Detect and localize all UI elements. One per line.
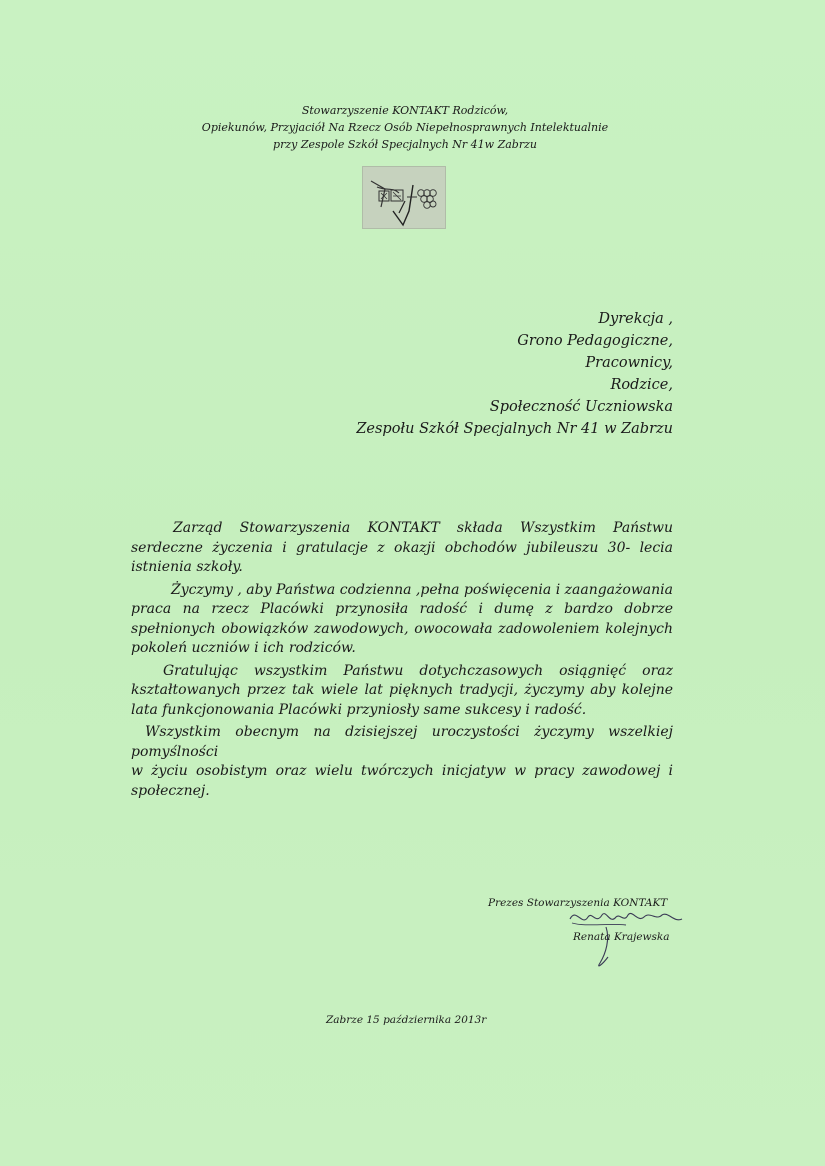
letterhead bbox=[180, 102, 630, 153]
addressee-block bbox=[356, 308, 673, 440]
letter-date: Zabrze 15 października 2013r bbox=[326, 1014, 487, 1026]
letterhead-line-3: przy Zespole Szkół Specjalnych Nr 41w Zabrzu bbox=[273, 138, 537, 151]
body-paragraph-4: Wszystkim obecnym na dzisiejszej uroczystości życzymy wszelkiej pomyślności bbox=[131, 724, 673, 760]
signature-name: Renata Krajewska bbox=[573, 931, 670, 943]
body-paragraph-3: Gratulując wszystkim Państwu dotychczasowych osiągnięć oraz kształtowanych przez tak wiele lat pięknych tradycji, życzymy aby kolejne lata funkcjonowania Placówki przyniosły same sukcesy i radość. bbox=[131, 662, 673, 718]
addressee-line: Rodzice, bbox=[610, 377, 673, 393]
body-paragraph-1: Zarząd Stowarzyszenia KONTAKT składa Wszystkim Państwu serdeczne życzenia i gratulacje z okazji obchodów jubileuszu 30- lecia istnienia szkoły. bbox=[131, 520, 673, 575]
body-paragraph-2: Życzymy , aby Państwa codzienna ,pełna poświęcenia i zaangażowania praca na rzecz Placówki przynosiła radość i dumę z bardzo dobrze spełnionych obowiązków zawodowych, owocowała zadowoleniem kolejnych pokoleń uczniów i ich rodziców. bbox=[131, 581, 673, 656]
addressee-line: Grono Pedagogiczne, bbox=[517, 333, 673, 349]
signature-block bbox=[488, 897, 678, 943]
addressee-line: Zespołu Szkół Specjalnych Nr 41 w Zabrzu bbox=[356, 421, 673, 437]
body-paragraph-5: w życiu osobistym oraz wielu twórczych inicjatyw w pracy zawodowej i społecznej. bbox=[131, 763, 673, 799]
association-logo bbox=[362, 166, 446, 229]
addressee-line: Społeczność Uczniowska bbox=[489, 399, 673, 415]
logo-graphic-icon bbox=[363, 167, 445, 228]
letterhead-line-1: Stowarzyszenie KONTAKT Rodziców, bbox=[301, 104, 509, 117]
addressee-line: Pracownicy, bbox=[585, 355, 673, 371]
addressee-line: Dyrekcja , bbox=[598, 311, 673, 327]
letter-body bbox=[131, 519, 673, 804]
signature-title: Prezes Stowarzyszenia KONTAKT bbox=[488, 897, 668, 909]
letterhead-line-2: Opiekunów, Przyjaciół Na Rzecz Osób Niepełnosprawnych Intelektualnie bbox=[201, 121, 609, 134]
